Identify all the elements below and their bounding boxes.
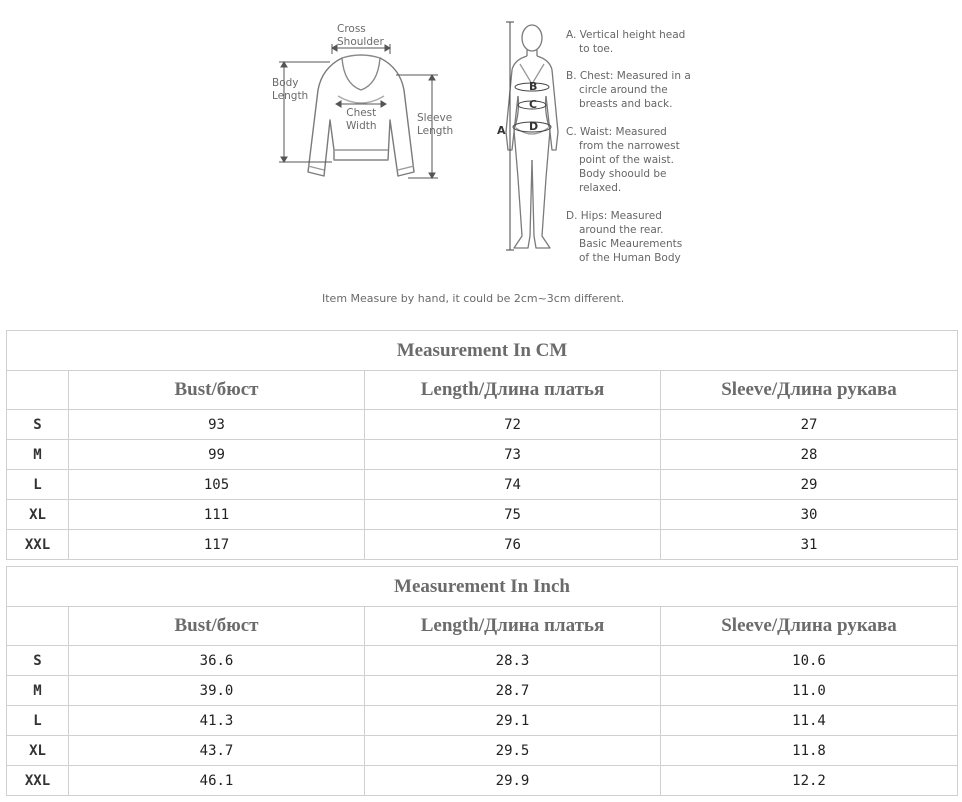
size-cell: XL [7, 736, 69, 766]
length-cell: 29.9 [365, 766, 661, 796]
size-cell: S [7, 646, 69, 676]
size-cell: L [7, 706, 69, 736]
header-length: Length/Длина платья [365, 607, 661, 646]
legend-d-line4: of the Human Body [579, 252, 681, 264]
legend-b-line2: circle around the [579, 84, 668, 96]
table-row [7, 706, 958, 736]
size-cell: L [7, 470, 69, 500]
sleeve-cell: 10.6 [661, 646, 958, 676]
length-cell: 73 [365, 440, 661, 470]
header-bust: Bust/бюст [69, 607, 365, 646]
size-cell: M [7, 676, 69, 706]
chest-width-label [346, 107, 377, 133]
header-length: Length/Длина платья [365, 371, 661, 410]
bust-cell: 46.1 [69, 766, 365, 796]
table-title: Measurement In CM [7, 331, 958, 371]
measurement-diagram [0, 0, 962, 318]
table-row [7, 646, 958, 676]
table-row [7, 410, 958, 440]
bust-cell: 99 [69, 440, 365, 470]
diagram-graphics [0, 0, 962, 318]
table-row [7, 530, 958, 560]
cross-shoulder-label-line1: Cross [337, 23, 366, 35]
body-figure-illustration [506, 25, 558, 248]
legend-b-line3: breasts and back. [579, 98, 673, 110]
header-size [7, 371, 69, 410]
length-cell: 76 [365, 530, 661, 560]
length-cell: 74 [365, 470, 661, 500]
figure-letter-a: A [497, 124, 506, 137]
bust-cell: 39.0 [69, 676, 365, 706]
cross-shoulder-label [337, 23, 384, 49]
legend-c-line5: relaxed. [579, 182, 622, 194]
table-row [7, 500, 958, 530]
legend-item-a [566, 28, 696, 56]
length-cell: 29.1 [365, 706, 661, 736]
table-row [7, 736, 958, 766]
length-cell: 29.5 [365, 736, 661, 766]
sleeve-length-label [417, 112, 453, 138]
sleeve-length-label-line2: Length [417, 125, 454, 137]
body-length-label-line2: Length [272, 90, 309, 102]
body-measure-lines [506, 22, 551, 250]
bust-cell: 43.7 [69, 736, 365, 766]
measurement-table-inch [6, 566, 958, 796]
sleeve-cell: 29 [661, 470, 958, 500]
legend-item-d [566, 209, 696, 265]
bust-cell: 111 [69, 500, 365, 530]
sleeve-cell: 31 [661, 530, 958, 560]
size-cell: S [7, 410, 69, 440]
table-header-row [7, 371, 958, 410]
length-cell: 72 [365, 410, 661, 440]
length-cell: 75 [365, 500, 661, 530]
length-cell: 28.7 [365, 676, 661, 706]
table-row [7, 470, 958, 500]
table-row [7, 440, 958, 470]
sleeve-cell: 30 [661, 500, 958, 530]
sleeve-length-label-line1: Sleeve [417, 112, 453, 124]
legend-a-line1: A. Vertical height head [566, 29, 686, 41]
header-size [7, 607, 69, 646]
header-bust: Bust/бюст [69, 371, 365, 410]
legend-c-line1: C. Waist: Measured [566, 126, 667, 138]
sleeve-cell: 12.2 [661, 766, 958, 796]
sleeve-cell: 28 [661, 440, 958, 470]
bust-cell: 105 [69, 470, 365, 500]
header-sleeve: Sleeve/Длина рукава [661, 607, 958, 646]
size-cell: XXL [7, 530, 69, 560]
figure-letter-b: B [529, 80, 538, 93]
chest-width-label-line2: Width [346, 120, 377, 132]
legend-c-line2: from the narrowest [579, 140, 680, 152]
table-row [7, 766, 958, 796]
sleeve-cell: 11.8 [661, 736, 958, 766]
legend-c-line4: Body shoould be [579, 168, 667, 180]
sleeve-cell: 11.4 [661, 706, 958, 736]
size-cell: XL [7, 500, 69, 530]
legend-b-line1: B. Chest: Measured in a [566, 70, 691, 82]
sleeve-cell: 11.0 [661, 676, 958, 706]
body-length-label-line1: Body [272, 77, 299, 89]
chest-width-label-line1: Chest [346, 107, 377, 119]
legend-item-b [566, 69, 696, 111]
bust-cell: 93 [69, 410, 365, 440]
table-title-row [7, 331, 958, 371]
table-title-row [7, 567, 958, 607]
bust-cell: 36.6 [69, 646, 365, 676]
size-cell: M [7, 440, 69, 470]
table-row [7, 676, 958, 706]
sleeve-cell: 27 [661, 410, 958, 440]
legend-a-line2: to toe. [579, 43, 614, 55]
figure-letter-d: D [529, 120, 539, 133]
bust-cell: 117 [69, 530, 365, 560]
legend-d-line2: around the rear. [579, 224, 664, 236]
legend-c-line3: point of the waist. [579, 154, 675, 166]
figure-letter-c: C [529, 98, 538, 111]
cross-shoulder-label-line2: Shoulder [337, 36, 384, 48]
legend-d-line3: Basic Meaurements [579, 238, 683, 250]
measurement-table-cm [6, 330, 958, 560]
measure-note: Item Measure by hand, it could be 2cm~3cm different. [322, 292, 625, 305]
legend-item-c [566, 125, 696, 195]
bust-cell: 41.3 [69, 706, 365, 736]
table-header-row [7, 607, 958, 646]
legend-d-line1: D. Hips: Measured [566, 210, 662, 222]
table-title: Measurement In Inch [7, 567, 958, 607]
size-cell: XXL [7, 766, 69, 796]
header-sleeve: Sleeve/Длина рукава [661, 371, 958, 410]
body-length-label [272, 77, 308, 103]
length-cell: 28.3 [365, 646, 661, 676]
